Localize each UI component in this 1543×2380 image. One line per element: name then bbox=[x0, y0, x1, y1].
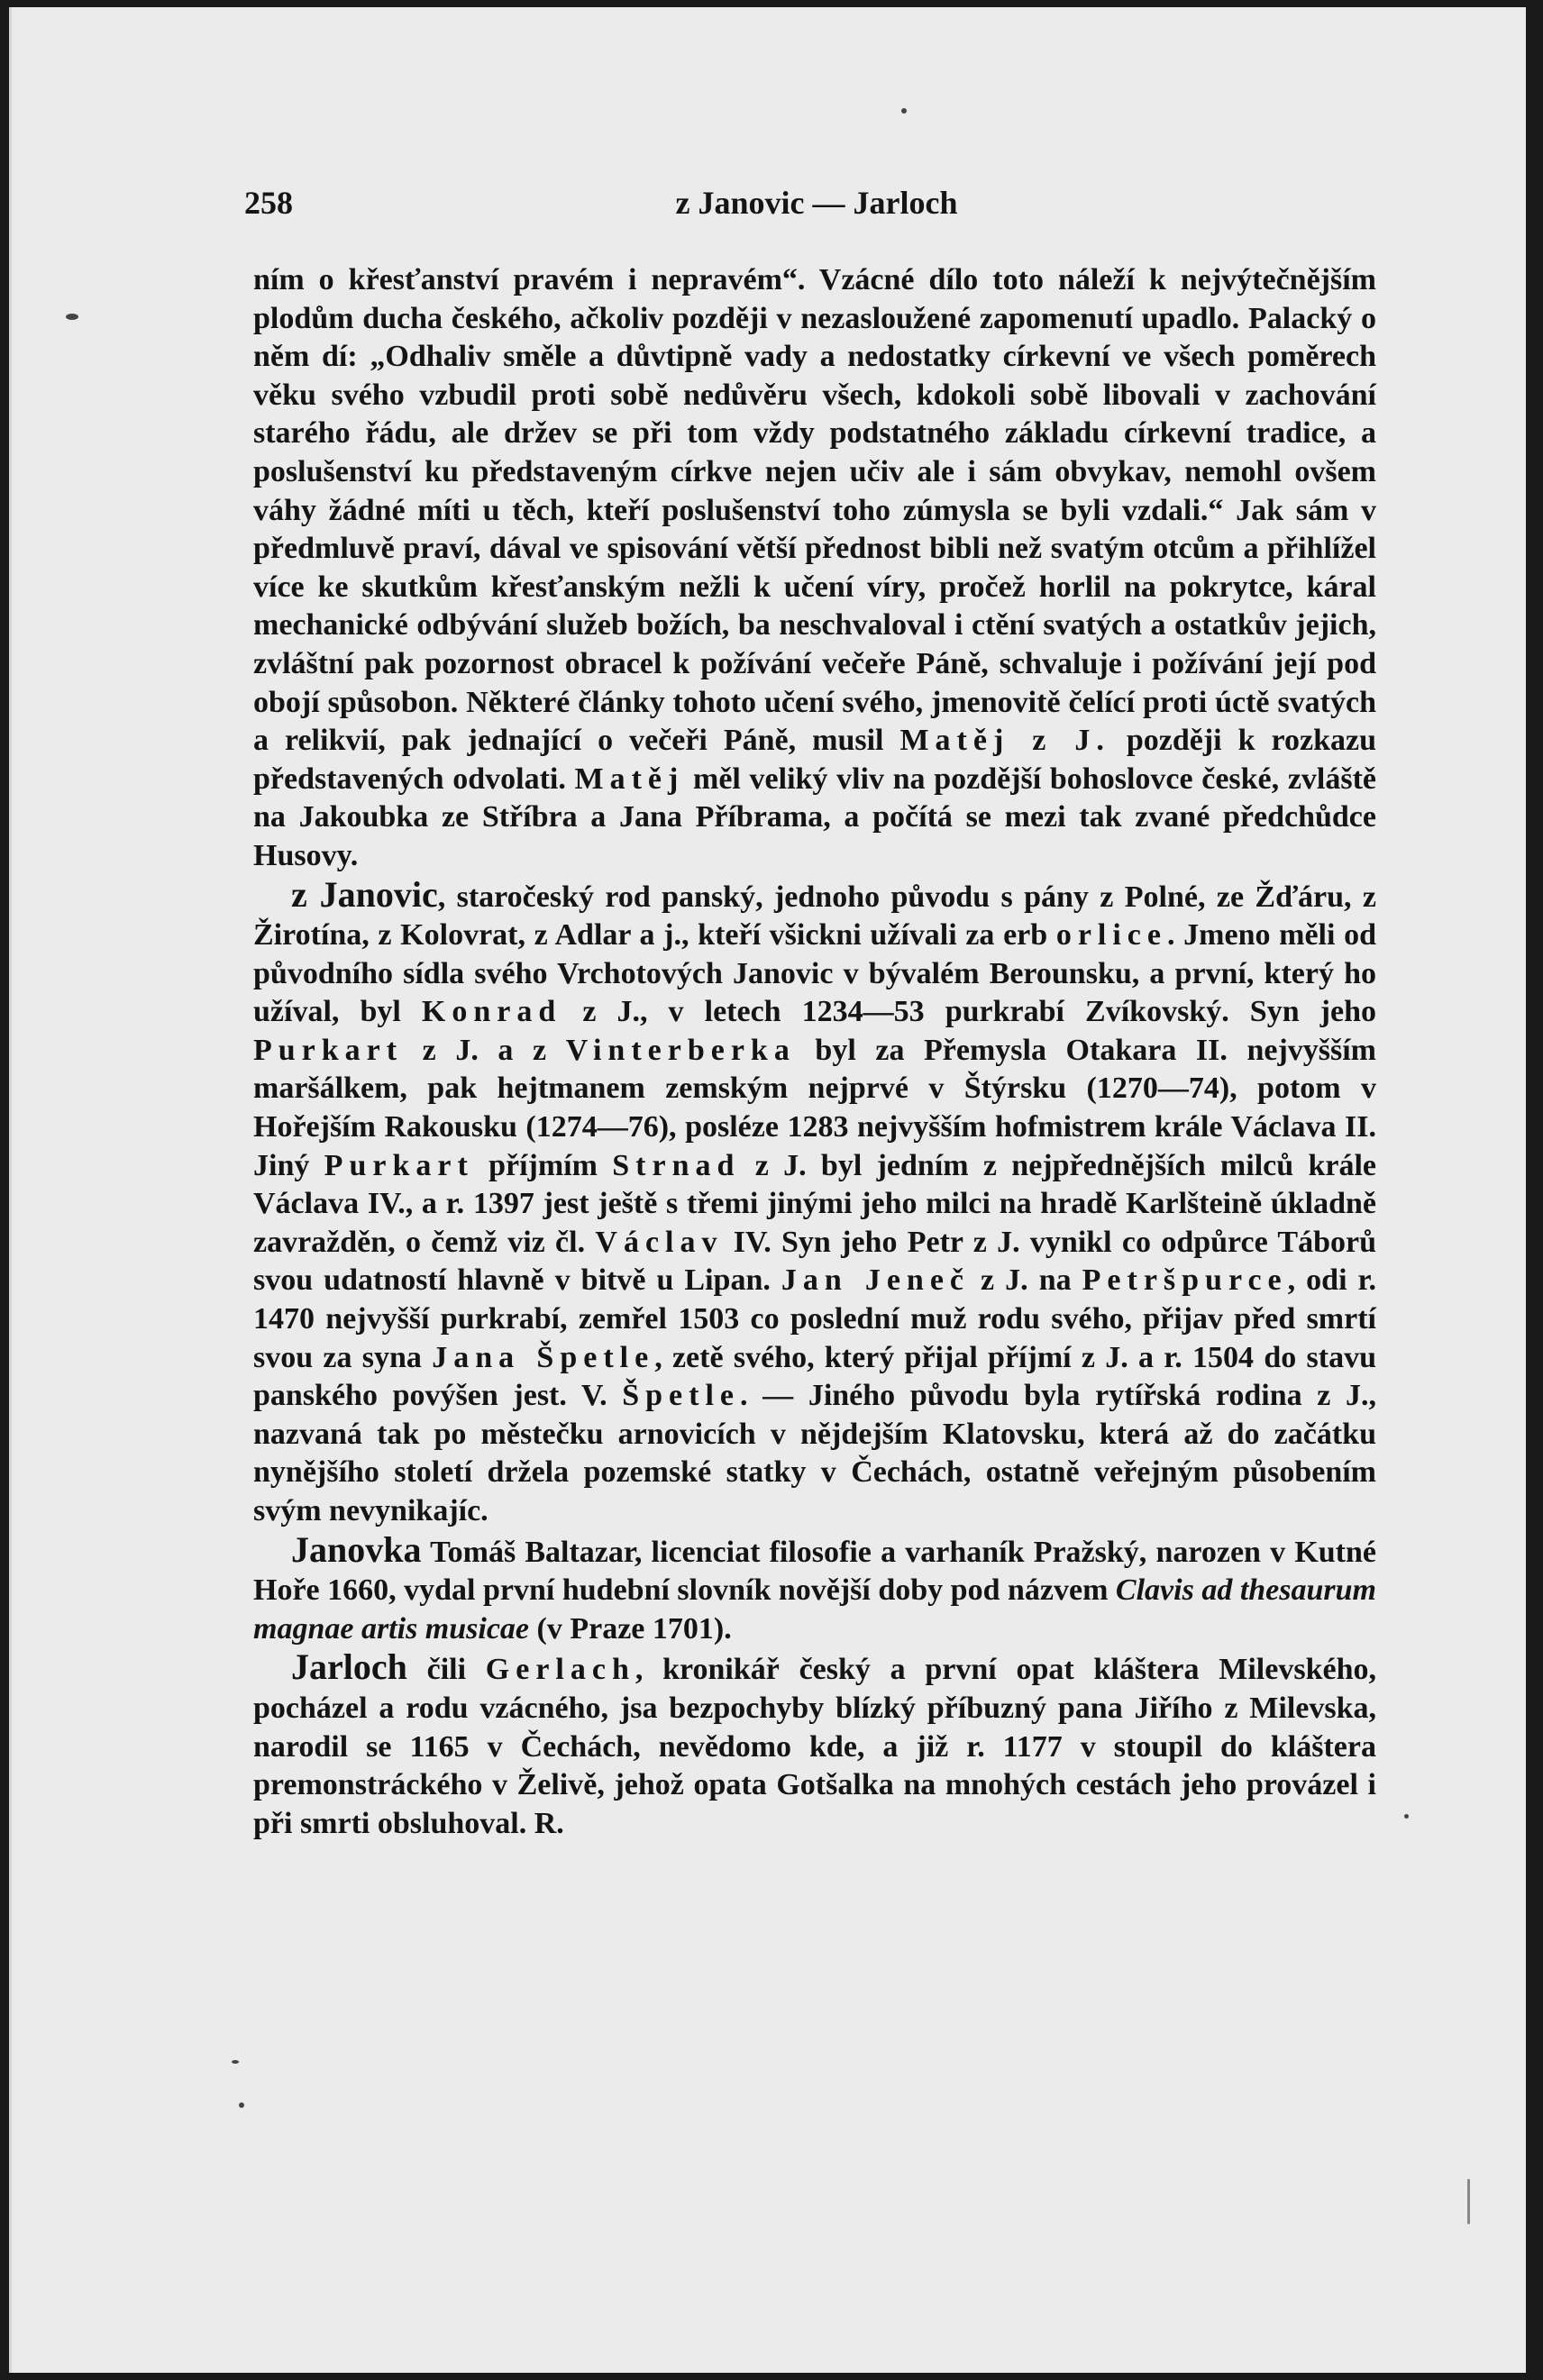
spaced-name: Gerlach bbox=[485, 1653, 635, 1687]
spaced-name: Špetle bbox=[622, 1379, 741, 1413]
text-run: měl veliký vliv na pozdější bohoslovce české, zvláště na Jakoubka ze Stříbra a Jana Příbrama, a počítá se mezi tak zvané předchůdce Husovy. bbox=[253, 761, 1376, 872]
spaced-name: Konrad bbox=[421, 995, 562, 1029]
text-run: , staročeský rod panský, jednoho původu s pány z Polné, ze Žďáru, z Žirotína, z Kolovrat, z Adlar a j., kteří všickni užívali za erb bbox=[253, 880, 1376, 953]
paragraph-matej-continuation bbox=[253, 261, 1376, 876]
entry-headword: Jarloch bbox=[291, 1646, 407, 1688]
spaced-name: orlice bbox=[1055, 918, 1167, 953]
scan-speck bbox=[1404, 1814, 1409, 1819]
entry-janovka bbox=[253, 1528, 1376, 1649]
scan-speck bbox=[232, 2060, 239, 2064]
italic-title: Clavis ad thesaurum magnae artis musicae bbox=[253, 1573, 1376, 1646]
page-number: 258 bbox=[244, 185, 293, 221]
spaced-name: Jana Špetle bbox=[432, 1340, 655, 1374]
page-header bbox=[235, 175, 1398, 229]
text-run: . — Jiného původu byla rytířská rodina z J., nazvaná tak po městečku arnovicích v nějdejším Klatovsku, která až do začátku nynějšího století držela pozemské statky v Čechách, ostatně veřejným působením svým nevynikajíc. bbox=[253, 1379, 1376, 1527]
article-text bbox=[253, 261, 1376, 1843]
spaced-name: Jan Jeneč bbox=[781, 1263, 971, 1298]
entry-jarloch bbox=[253, 1648, 1376, 1843]
text-run: příjmím bbox=[473, 1148, 613, 1182]
text-run: , zetě svého, který přijal příjmí z J. a r. 1504 do stavu panského povýšen jest. V. bbox=[253, 1340, 1376, 1413]
text-run: z J. byl jedním z nejpřednějších milců krále Václava IV., a r. 1397 jest ještě s třemi jinými jeho milci na hradě Karlšteině úkladně zavražděn, o čemž viz čl. bbox=[253, 1148, 1376, 1259]
scan-speck bbox=[1467, 2179, 1470, 2224]
scan-speck bbox=[239, 2102, 244, 2108]
text-run: IV. Syn jeho Petr z J. vynikl co odpůrce Táborů svou udatností hlavně v bitvě u Lipan. bbox=[253, 1225, 1376, 1298]
spaced-name: Purkart bbox=[324, 1148, 474, 1182]
text-run: ním o křesťanství pravém i nepravém“. Vzácné dílo toto náleží k nejvýtečnějším plodům ducha českého, ačkoliv později v nezasloužené zapomenutí upadlo. Palacký o něm dí: „Odhaliv směle a důvtipně vady a nedostatky církevní ve všech poměrech věku svého vzbudil proti sobě nedůvěru všech, kdokoli sobě libovali v zachování starého řádu, ale držev se při tom vždy podstatného základu církevní tradice, a poslušenství ku představeným církve nejen učiv ale i sám obvykav, nemohl ovšem váhy žádné míti u těch, kteří poslušenství toho zúmysla se byli vzdali.“ Jak sám v předmluvě praví, dával ve spisování větší přednost bibli než svatým otcům a přihlížel více ke skutkům křesťanským nežli k učení víry, pročež horlil na pokrytce, káral mechanické odbývání služeb božích, ba neschvaloval i ctění svatých a ostatkův jejich, zvláštní pak pozornost obracel k požívání večeře Páně, schvaluje i požívání její pod obojí spůsobon. Některé články tohoto učení svého, jmenovitě čelící proti úctě svatých a relikvií, pak jednající o večeři Páně, musil bbox=[253, 263, 1376, 758]
scan-speck bbox=[66, 314, 78, 320]
text-run: . Jmeno měli od původního sídla svého Vrchotových Janovic v bývalém Berounsku, a první, který ho užíval, byl bbox=[253, 918, 1376, 1029]
text-run: z J. na bbox=[970, 1263, 1082, 1298]
text-run: Tomáš Baltazar, licenciat filosofie a varhaník Pražský, narozen v Kutné Hoře 1660, vydal první hudební slovník novější doby pod názvem bbox=[253, 1535, 1376, 1608]
text-run: (v Praze 1701). bbox=[529, 1611, 732, 1646]
scan-speck bbox=[901, 108, 907, 114]
entry-z-janovic bbox=[253, 873, 1377, 1531]
text-run: z J. a z bbox=[403, 1033, 566, 1067]
spaced-name: Strnad bbox=[612, 1148, 741, 1182]
text-run: , odi r. 1470 nejvyšší purkrabí, zemřel 1503 co poslední muž rodu svého, přijav před smrtí svou za syna bbox=[253, 1263, 1377, 1374]
text-run: z J., v letech 1234—53 purkrabí Zvíkovský. Syn jeho bbox=[562, 995, 1376, 1029]
text-run: byl za Přemysla Otakara II. nejvyšším maršálkem, pak hejtmanem zemským nejprvé v Štýrsku (1270—74), potom v Hořejším Rakousku (1274—76), posléze 1283 nejvyšším hofmistrem krále Václava II. Jiný bbox=[253, 1033, 1377, 1182]
text-run: čili bbox=[406, 1653, 486, 1687]
spaced-name: Purkart bbox=[253, 1033, 404, 1067]
spaced-name: Matěj bbox=[574, 761, 685, 796]
entry-headword: Janovka bbox=[291, 1528, 422, 1570]
text-run: později k rozkazu představených odvolati. bbox=[253, 724, 1376, 796]
scanned-page bbox=[9, 7, 1526, 2373]
spaced-name: Vinterberka bbox=[565, 1033, 796, 1067]
spaced-name: Václav bbox=[595, 1225, 724, 1259]
entry-headword: z Janovic bbox=[291, 873, 438, 915]
spaced-name: Petršpurce bbox=[1082, 1263, 1288, 1298]
running-head: z Janovic — Jarloch bbox=[675, 185, 958, 221]
spaced-name: Matěj z J. bbox=[899, 724, 1110, 758]
text-run: , kronikář český a první opat kláštera Milevského, pocházel a rodu vzácného, jsa bezpochyby blízký příbuzný pana Jiřího z Milevska, narodil se 1165 v Čechách, nevědomo kde, a již r. 1177 v stoupil do kláštera premonstráckého v Želivě, jehož opata Gotšalka na mnohých cestách jeho provázel i při smrti obsluhoval. R. bbox=[253, 1653, 1376, 1840]
